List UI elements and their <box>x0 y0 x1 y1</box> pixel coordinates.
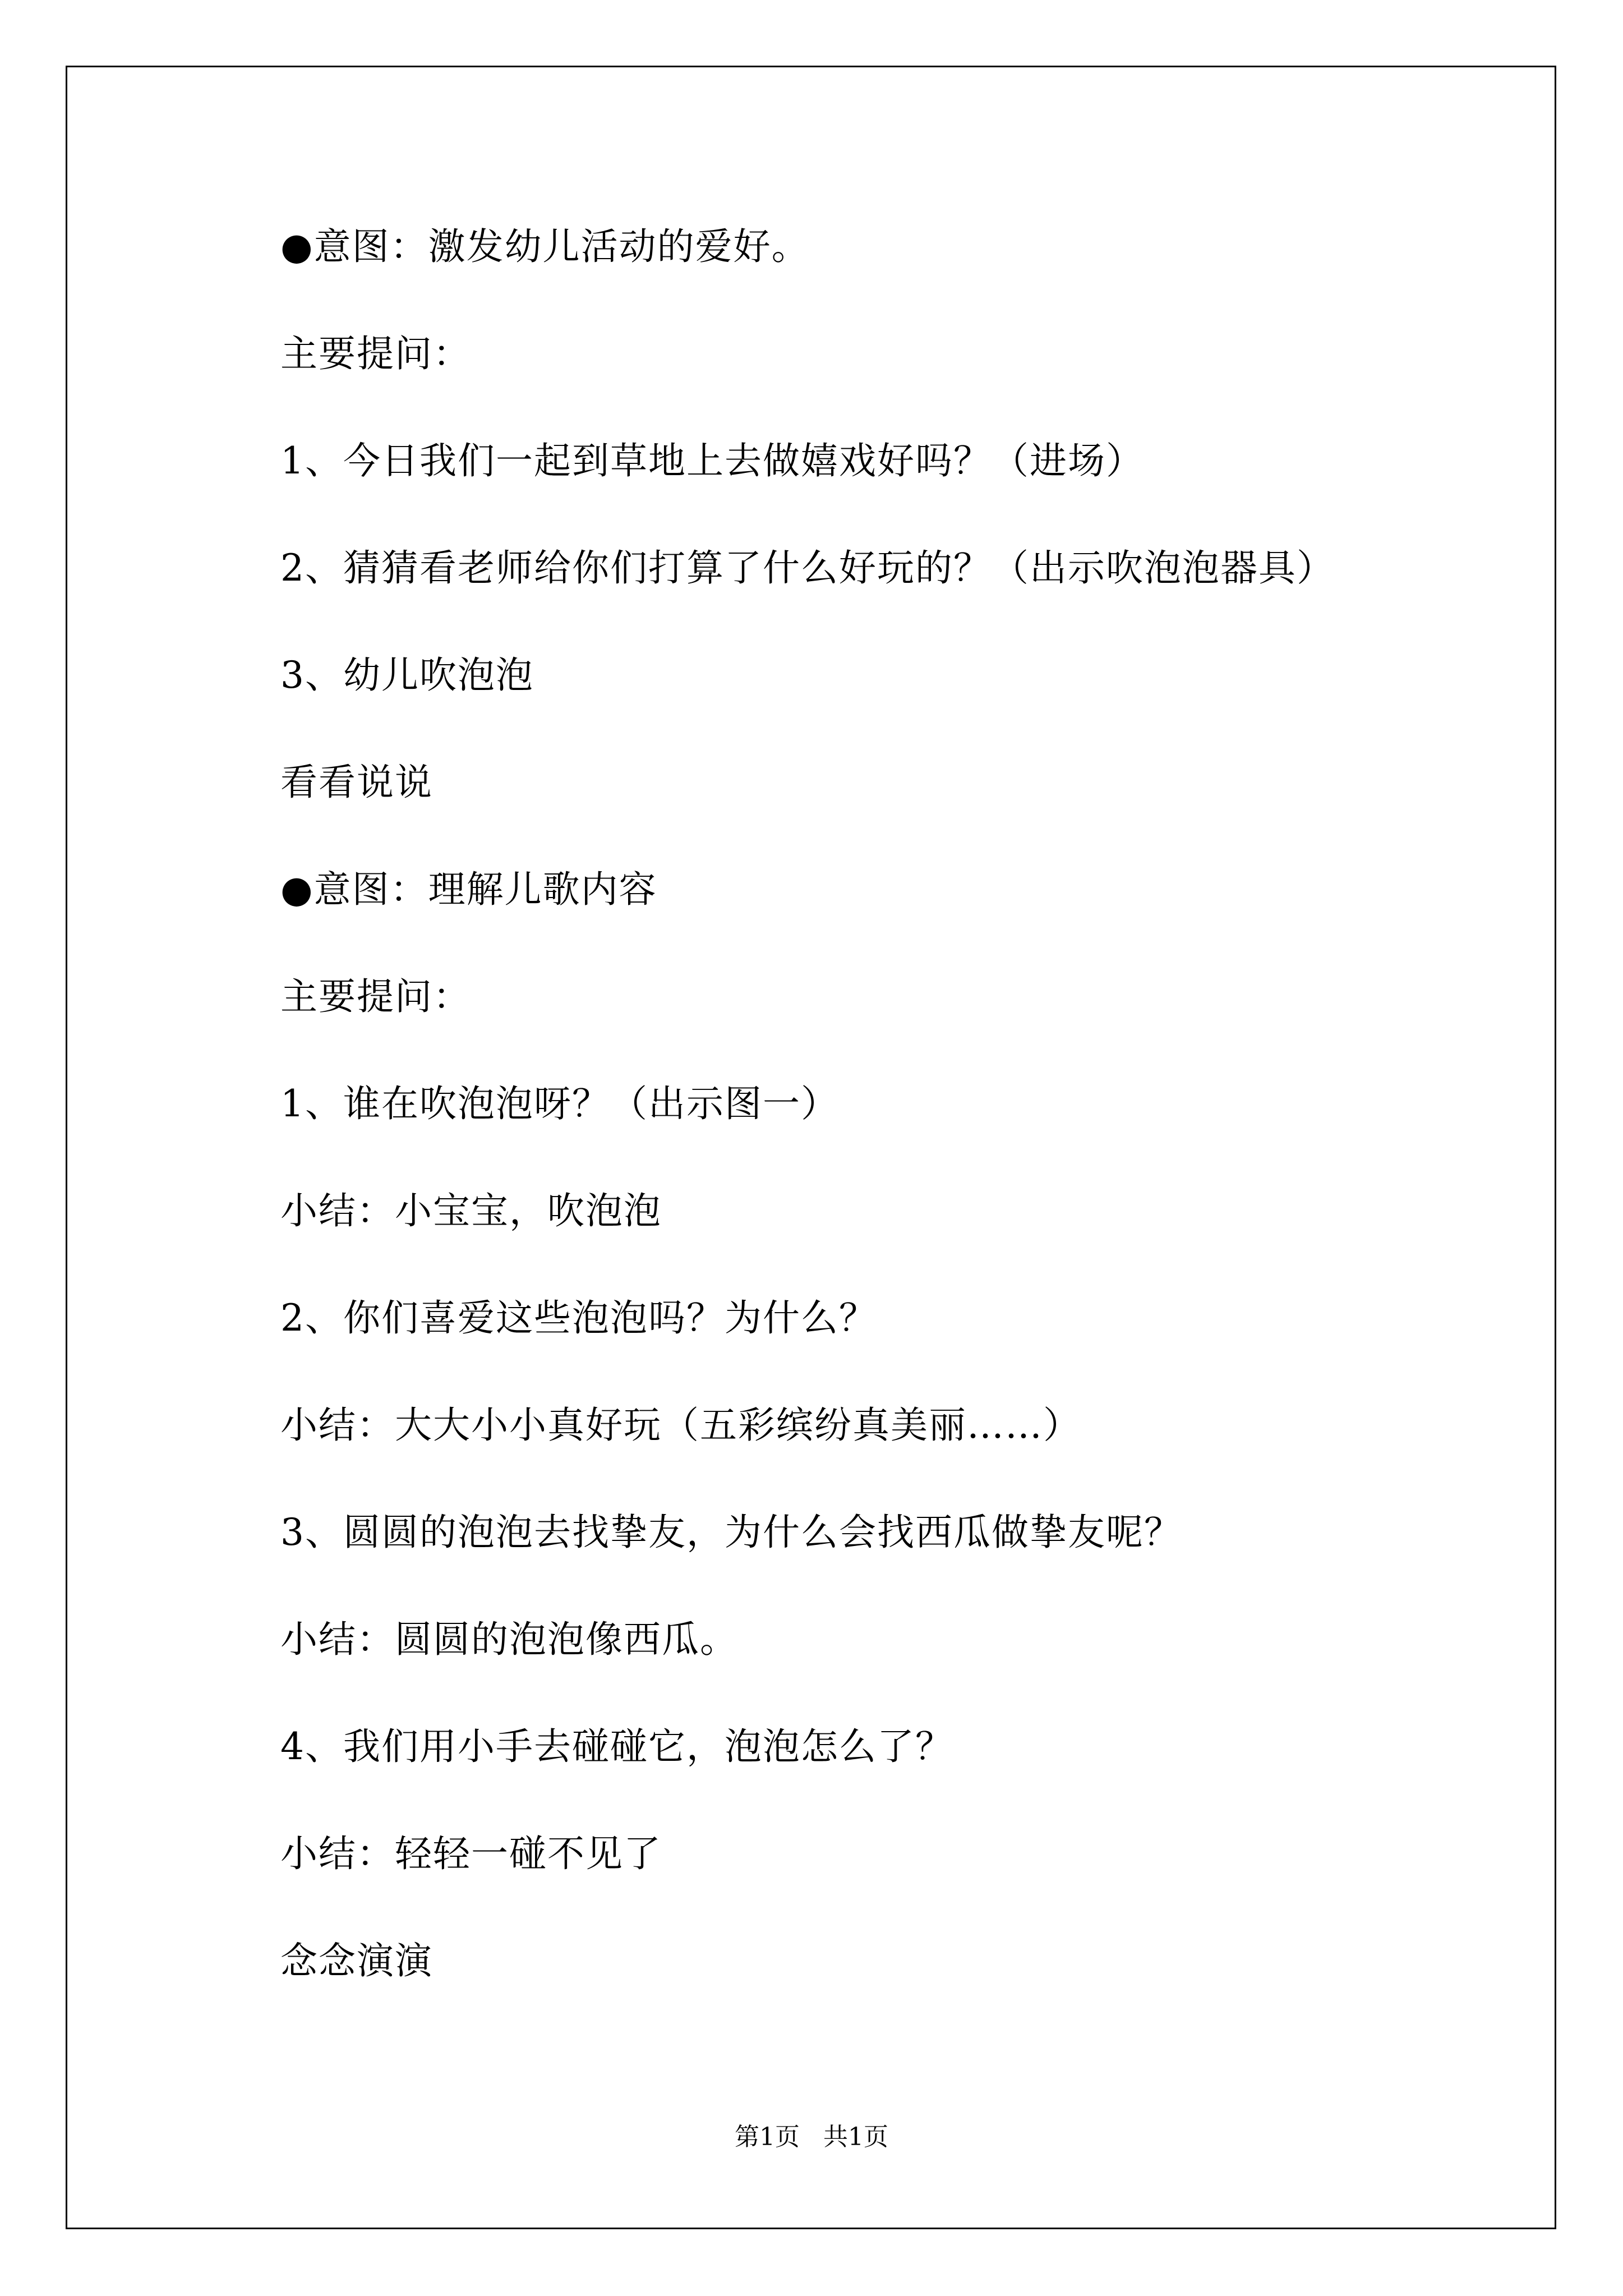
summary-line: 小结：轻轻一碰不见了 <box>280 1832 662 1875</box>
summary-line: 小结：圆圆的泡泡像西瓜。 <box>280 1618 738 1661</box>
question-heading: 主要提问： <box>280 332 471 375</box>
question-item: 3、圆圆的泡泡去找挚友，为什么会找西瓜做挚友呢？ <box>280 1511 1182 1554</box>
question-item: 3、幼儿吹泡泡 <box>280 654 534 697</box>
summary-line: 小结：小宝宝，吹泡泡 <box>280 1189 662 1232</box>
intent-line: ●意图：激发幼儿活动的爱好。 <box>280 225 810 268</box>
question-item: 1、谁在吹泡泡呀？（出示图一） <box>280 1082 839 1125</box>
document-body <box>280 222 1486 2043</box>
summary-line: 小结：大大小小真好玩（五彩缤纷真美丽……） <box>280 1404 1081 1447</box>
section-heading: 念念演演 <box>280 1939 433 1982</box>
question-item: 2、猜猜看老师给你们打算了什么好玩的？（出示吹泡泡器具） <box>280 546 1335 590</box>
intent-line: ●意图：理解儿歌内容 <box>280 868 657 911</box>
question-item: 4、我们用小手去碰碰它，泡泡怎么了？ <box>280 1725 953 1768</box>
section-heading: 看看说说 <box>280 761 433 804</box>
question-heading: 主要提问： <box>280 975 471 1018</box>
page-footer: 第1页 共1页 <box>735 2123 888 2151</box>
question-item: 1、今日我们一起到草地上去做嬉戏好吗？（进场） <box>280 439 1144 482</box>
question-item: 2、你们喜爱这些泡泡吗？为什么？ <box>280 1296 877 1340</box>
